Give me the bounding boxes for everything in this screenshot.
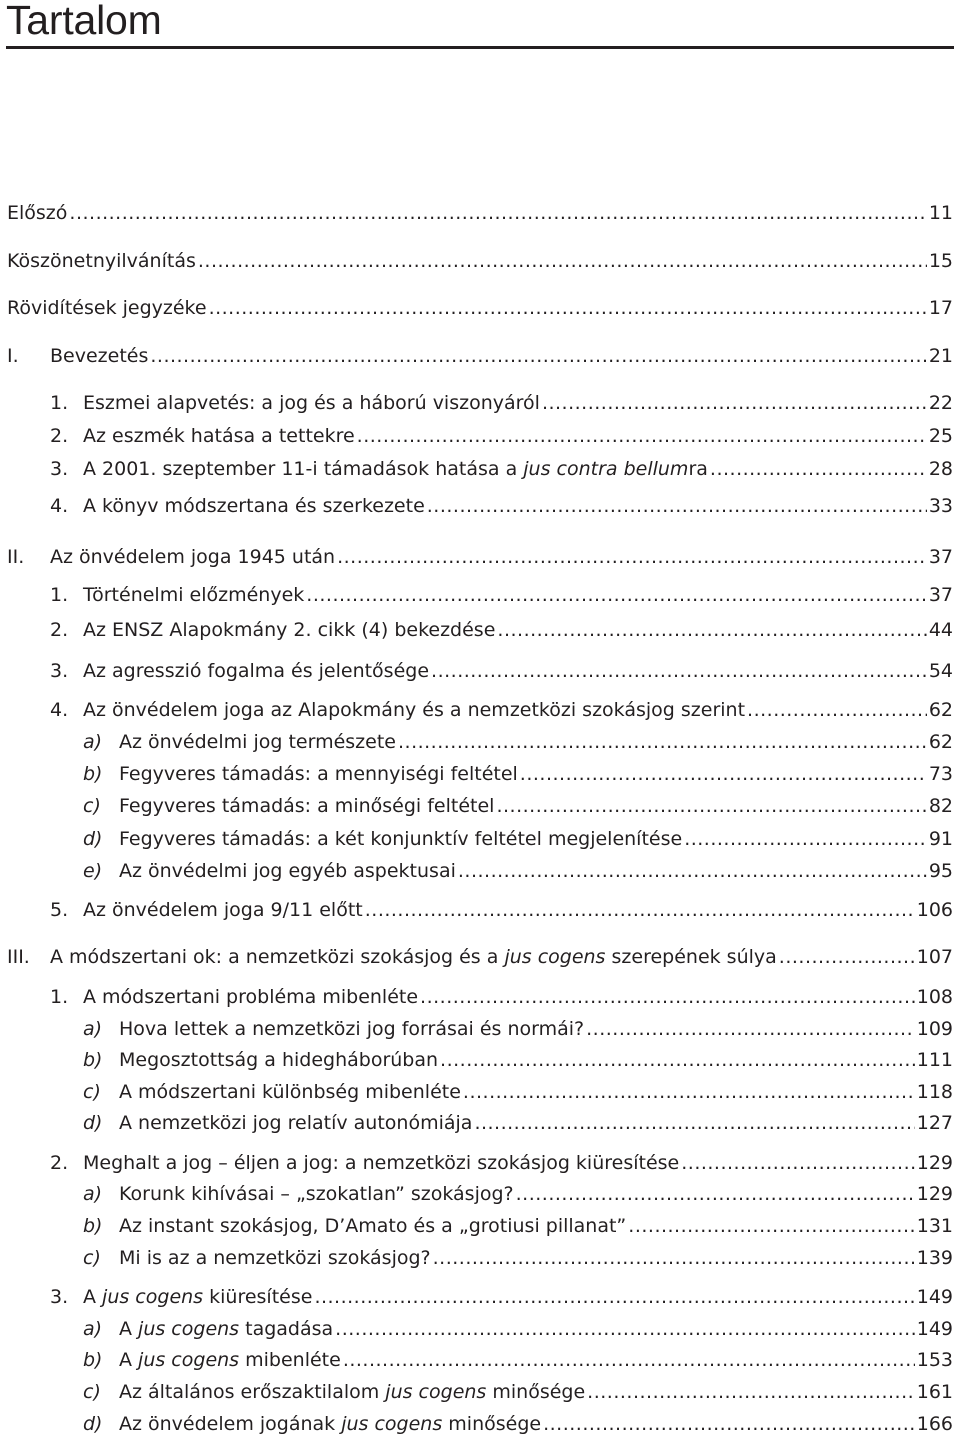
toc-entry <box>0 1378 960 1406</box>
toc-entry-title-part: Az általános erőszaktilalom <box>119 1381 386 1403</box>
toc-entry <box>0 389 960 417</box>
toc-entry-number: a) <box>83 731 103 753</box>
toc-entry-title-part: Az önvédelem joga 1945 után <box>50 546 336 568</box>
toc-entry <box>0 696 960 724</box>
toc-page-number: 118 <box>916 1081 953 1103</box>
toc-entry-number: 3. <box>50 1286 69 1308</box>
toc-entry-number: d) <box>83 828 103 850</box>
toc-entry-number: e) <box>83 860 103 882</box>
toc-page-number: 108 <box>916 986 953 1008</box>
toc-entry-title-part: A nemzetközi jog relatív autonómiája <box>119 1112 473 1134</box>
toc-page-number: 153 <box>916 1349 953 1371</box>
toc-leader-dots <box>433 1244 915 1272</box>
toc-page-number: 129 <box>916 1152 953 1174</box>
toc-entry-title <box>83 616 495 644</box>
toc-entry-number: b) <box>83 763 103 785</box>
toc-entry <box>0 1109 960 1137</box>
toc-entry <box>0 543 960 571</box>
toc-entry-title-part: Fegyveres támadás: a minőségi feltétel <box>119 795 495 817</box>
toc-entry-title <box>83 1283 312 1311</box>
toc-entry-number: a) <box>83 1318 103 1340</box>
toc-leader-dots <box>198 247 927 275</box>
toc-entry-number: II. <box>7 546 25 568</box>
toc-leader-dots <box>516 1180 915 1208</box>
toc-page-number: 149 <box>916 1286 953 1308</box>
toc-entry <box>0 760 960 788</box>
toc-page-number: 91 <box>928 828 953 850</box>
toc-entry-title <box>119 825 682 853</box>
toc-page-number: 95 <box>928 860 953 882</box>
toc-page-number: 139 <box>916 1247 953 1269</box>
toc-entry-title-part: minősége <box>442 1413 542 1435</box>
toc-entry-title-italic: jus contra bellum <box>523 458 689 480</box>
toc-page-number: 25 <box>928 425 953 447</box>
toc-page-number: 28 <box>928 458 953 480</box>
toc-entry-number: c) <box>83 1247 101 1269</box>
toc-entry-title <box>50 342 148 370</box>
toc-leader-dots <box>398 728 927 756</box>
toc-entry-title-part: kiüresítése <box>203 1286 313 1308</box>
toc-entry-title-part: A módszertani ok: a nemzetközi szokásjog és a <box>50 946 505 968</box>
toc-entry-number: I. <box>7 345 19 367</box>
toc-entry-title-part: Fegyveres támadás: a két konjunktív feltétel megjelenítése <box>119 828 683 850</box>
toc-page-number: 106 <box>916 899 953 921</box>
toc-leader-dots <box>209 294 927 322</box>
toc-entry-title-part: A <box>83 1286 103 1308</box>
toc-leader-dots <box>458 857 927 885</box>
toc-entry-title <box>7 247 196 275</box>
toc-page-number: 21 <box>928 345 953 367</box>
toc-entry-title <box>119 857 456 885</box>
toc-entry-number: 2. <box>50 619 69 641</box>
toc-entry-title <box>119 1109 472 1137</box>
toc-entry-title-part: Hova lettek a nemzetközi jog forrásai és normái? <box>119 1018 585 1040</box>
toc-entry-title-part: Az eszmék hatása a tettekre <box>83 425 355 447</box>
toc-entry-title <box>119 1212 626 1240</box>
toc-entry-title-part: Az önvédelmi jog természete <box>119 731 396 753</box>
toc-entry-number: b) <box>83 1349 103 1371</box>
toc-leader-dots <box>431 657 927 685</box>
toc-entry-title-part: Meghalt a jog – éljen a jog: a nemzetközi szokásjog kiüresítése <box>83 1152 680 1174</box>
toc-entry <box>0 492 960 520</box>
toc-entry-title <box>119 1015 584 1043</box>
toc-entry-title <box>119 1244 431 1272</box>
toc-leader-dots <box>440 1046 915 1074</box>
toc-leader-dots <box>681 1149 915 1177</box>
toc-entry-number: 3. <box>50 458 69 480</box>
toc-entry <box>0 1015 960 1043</box>
toc-leader-dots <box>357 422 927 450</box>
toc-leader-dots <box>587 1378 915 1406</box>
toc-leader-dots <box>684 825 927 853</box>
toc-entry-title-italic: jus cogens <box>341 1413 443 1435</box>
toc-entry-title-italic: jus cogens <box>138 1349 240 1371</box>
toc-entry <box>0 455 960 483</box>
toc-leader-dots <box>335 1315 915 1343</box>
toc-entry <box>0 1244 960 1272</box>
toc-entry-title <box>119 1378 585 1406</box>
toc-entry-title-part: Fegyveres támadás: a mennyiségi feltétel <box>119 763 518 785</box>
toc-entry-title <box>83 389 540 417</box>
toc-page-number: 149 <box>916 1318 953 1340</box>
toc-leader-dots <box>543 1410 915 1438</box>
toc-entry-title-part: Előszó <box>7 202 68 224</box>
toc-leader-dots <box>779 943 915 971</box>
toc-page-number: 37 <box>928 546 953 568</box>
toc-page-number: 82 <box>928 795 953 817</box>
toc-page-number: 109 <box>916 1018 953 1040</box>
toc-entry-title <box>83 492 425 520</box>
toc-entry-number: 2. <box>50 425 69 447</box>
toc-entry-title-part: A könyv módszertana és szerkezete <box>83 495 425 517</box>
toc-entry <box>0 1346 960 1374</box>
toc-entry-number: 1. <box>50 986 69 1008</box>
toc-entry-title-part: Megosztottság a hidegháborúban <box>119 1049 439 1071</box>
toc-entry <box>0 616 960 644</box>
toc-entry-title <box>83 657 429 685</box>
toc-entry <box>0 943 960 971</box>
toc-entry-number: 2. <box>50 1152 69 1174</box>
toc-entry-title-part: Korunk kihívásai – „szokatlan” szokásjog? <box>119 1183 514 1205</box>
toc-leader-dots <box>747 696 927 724</box>
toc-page-number: 33 <box>928 495 953 517</box>
toc-entry-title <box>7 199 67 227</box>
toc-page-number: 62 <box>928 731 953 753</box>
toc-leader-dots <box>343 1346 915 1374</box>
toc-entry <box>0 1410 960 1438</box>
toc-entry-title-part: Bevezetés <box>50 345 149 367</box>
toc-page-number: 107 <box>916 946 953 968</box>
toc-entry-title-part: Mi is az a nemzetközi szokásjog? <box>119 1247 431 1269</box>
toc-entry <box>0 896 960 924</box>
toc-entry <box>0 342 960 370</box>
toc-entry <box>0 1046 960 1074</box>
toc-entry-title <box>119 728 396 756</box>
toc-entry-title-part: A <box>119 1318 139 1340</box>
toc-page-number: 22 <box>928 392 953 414</box>
toc-entry-number: 4. <box>50 699 69 721</box>
toc-entry-number: 5. <box>50 899 69 921</box>
toc-entry-number: a) <box>83 1183 103 1205</box>
toc-page-number: 73 <box>928 763 953 785</box>
toc-entry-number: III. <box>7 946 30 968</box>
toc-entry <box>0 857 960 885</box>
toc-page-number: 111 <box>916 1049 953 1071</box>
toc-entry <box>0 422 960 450</box>
toc-entry-title <box>83 1149 679 1177</box>
toc-entry-title-part: mibenléte <box>239 1349 341 1371</box>
toc-entry-title-italic: jus cogens <box>102 1286 204 1308</box>
toc-entry-title-part: Az önvédelem jogának <box>119 1413 342 1435</box>
toc-leader-dots <box>463 1078 915 1106</box>
toc-entry-number: a) <box>83 1018 103 1040</box>
toc-entry-number: 3. <box>50 660 69 682</box>
toc-entry <box>0 657 960 685</box>
toc-page-number: 127 <box>916 1112 953 1134</box>
toc-entry-title <box>7 294 207 322</box>
toc-leader-dots <box>314 1283 914 1311</box>
toc-leader-dots <box>150 342 926 370</box>
toc-entry-title-part: Rövidítések jegyzéke <box>7 297 207 319</box>
toc-leader-dots <box>420 983 915 1011</box>
toc-entry-title-part: minősége <box>486 1381 586 1403</box>
toc-entry-title-part: tagadása <box>239 1318 334 1340</box>
toc-entry-title-italic: jus cogens <box>138 1318 240 1340</box>
toc-entry-title <box>83 581 304 609</box>
toc-entry-title <box>119 1078 461 1106</box>
toc-entry-title-part: A 2001. szeptember 11-i támadások hatása a <box>83 458 524 480</box>
toc-entry-title <box>83 696 745 724</box>
toc-entry-title <box>119 792 494 820</box>
toc-entry-title-part: Az instant szokásjog, D’Amato és a „grotiusi pillanat” <box>119 1215 627 1237</box>
toc-entry <box>0 294 960 322</box>
toc-entry-title-part: A módszertani különbség mibenléte <box>119 1081 461 1103</box>
toc-entry-number: 1. <box>50 392 69 414</box>
toc-page-number: 11 <box>928 202 953 224</box>
toc-leader-dots <box>474 1109 914 1137</box>
toc-entry-title <box>83 896 363 924</box>
toc-page-number: 44 <box>928 619 953 641</box>
toc-entry-number: b) <box>83 1215 103 1237</box>
toc-entry-number: d) <box>83 1112 103 1134</box>
toc-entry <box>0 199 960 227</box>
toc-leader-dots <box>586 1015 915 1043</box>
toc-entry-number: 4. <box>50 495 69 517</box>
toc-entry-title <box>83 422 355 450</box>
toc-entry-title-part: Az önvédelem joga az Alapokmány és a nemzetközi szokásjog szerint <box>83 699 746 721</box>
toc-entry <box>0 247 960 275</box>
toc-leader-dots <box>306 581 927 609</box>
toc-entry-title <box>83 983 418 1011</box>
toc-entry-title-part: A <box>119 1349 139 1371</box>
toc-leader-dots <box>520 760 927 788</box>
toc-entry-title-part: szerepének súlya <box>605 946 777 968</box>
toc-page-number: 62 <box>928 699 953 721</box>
toc-entry-title <box>119 1410 541 1438</box>
toc-entry-title <box>119 1046 438 1074</box>
toc-entry-number: 1. <box>50 584 69 606</box>
toc-page-number: 166 <box>916 1413 953 1435</box>
page-title: Tartalom <box>6 0 162 43</box>
toc-entry-title <box>119 1315 333 1343</box>
toc-entry <box>0 1315 960 1343</box>
toc-leader-dots <box>337 543 927 571</box>
toc-entry <box>0 792 960 820</box>
toc-entry-title-part: ra <box>688 458 708 480</box>
toc-page-number: 17 <box>928 297 953 319</box>
toc-entry <box>0 581 960 609</box>
toc-entry-title-part: Az ENSZ Alapokmány 2. cikk (4) bekezdése <box>83 619 496 641</box>
toc-entry <box>0 983 960 1011</box>
toc-entry-number: c) <box>83 795 101 817</box>
toc-entry <box>0 825 960 853</box>
toc-entry-title-part: A módszertani probléma mibenléte <box>83 986 419 1008</box>
toc-page-number: 161 <box>916 1381 953 1403</box>
toc-entry-number: c) <box>83 1381 101 1403</box>
toc-leader-dots <box>710 455 927 483</box>
toc-entry-title-part: Köszönetnyilvánítás <box>7 250 196 272</box>
toc-page-number: 129 <box>916 1183 953 1205</box>
toc-entry-number: b) <box>83 1049 103 1071</box>
toc-entry-title-italic: jus cogens <box>385 1381 487 1403</box>
toc-entry-title <box>119 1346 341 1374</box>
toc-entry <box>0 1149 960 1177</box>
toc-entry-number: c) <box>83 1081 101 1103</box>
toc-entry-title <box>119 760 518 788</box>
toc-page-number: 131 <box>916 1215 953 1237</box>
toc-entry-title-part: Az agresszió fogalma és jelentősége <box>83 660 430 682</box>
toc-page-number: 37 <box>928 584 953 606</box>
toc-entry-title <box>83 455 708 483</box>
toc-entry <box>0 1078 960 1106</box>
toc-leader-dots <box>496 792 926 820</box>
toc-page-number: 15 <box>928 250 953 272</box>
toc-entry-title <box>50 543 335 571</box>
toc-leader-dots <box>365 896 915 924</box>
toc-entry <box>0 1212 960 1240</box>
toc-entry-title-part: Történelmi előzmények <box>83 584 305 606</box>
toc-leader-dots <box>628 1212 914 1240</box>
toc-entry-title-italic: jus cogens <box>504 946 606 968</box>
toc-entry <box>0 728 960 756</box>
toc-entry <box>0 1180 960 1208</box>
toc-entry-title-part: Eszmei alapvetés: a jog és a háború viszonyáról <box>83 392 540 414</box>
toc-entry-title <box>119 1180 514 1208</box>
toc-entry-title <box>50 943 777 971</box>
toc-leader-dots <box>542 389 927 417</box>
toc-entry-title-part: Az önvédelem joga 9/11 előtt <box>83 899 363 921</box>
toc-leader-dots <box>497 616 926 644</box>
toc-leader-dots <box>69 199 926 227</box>
toc-entry-title-part: Az önvédelmi jog egyéb aspektusai <box>119 860 456 882</box>
toc-leader-dots <box>427 492 927 520</box>
toc-entry <box>0 1283 960 1311</box>
toc-entry-number: d) <box>83 1413 103 1435</box>
toc-page-number: 54 <box>928 660 953 682</box>
